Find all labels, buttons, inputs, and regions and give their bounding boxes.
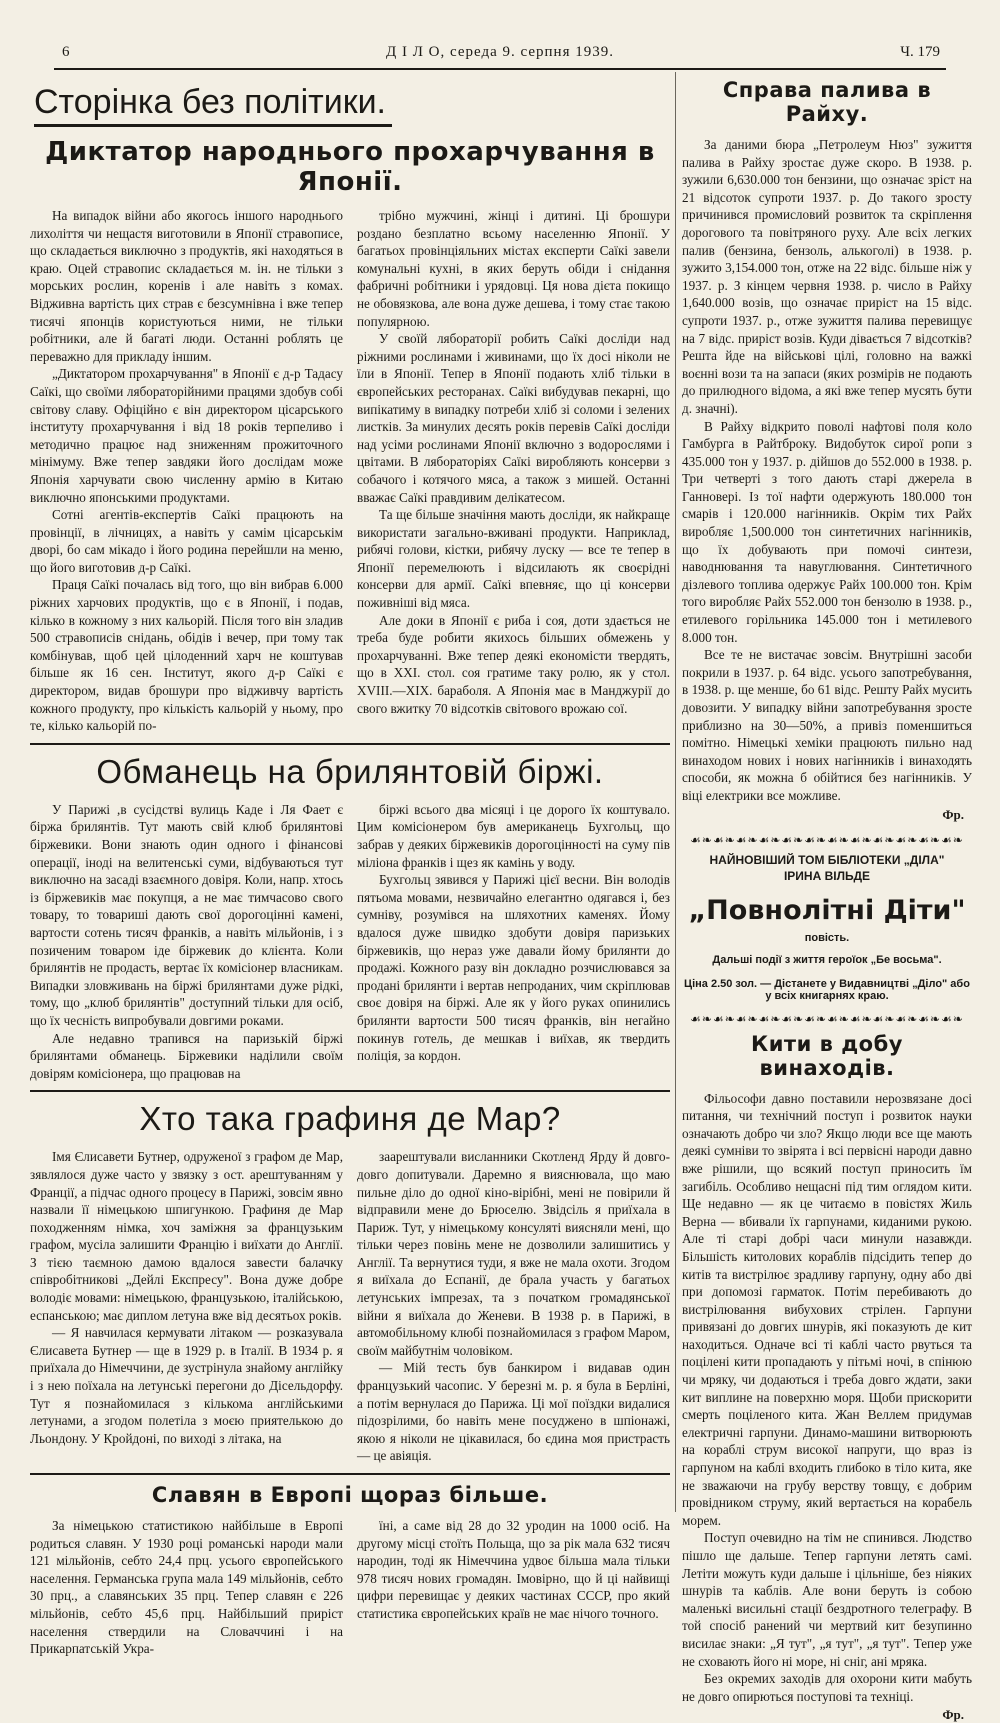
paragraph: Імя Єлисавети Бутнер, одруженої з графом де Мар, зявлялося дуже часто у звязку з ост. арештуванням у Франції, а підчас одного процесу в Парижі, зовсім явно назвали її німецькою шпигункою. Графиня де Мар походженням німка, хоч заміжня за французьким графом, мусіла залишити Францію і виїхати до Англії. З тією таємною дамою вдалося завести балачку співробітникові „Дейлі Експресу". Вона дуже добре володіє мовами: німецькою, французькою, італійською, еспанською; має диплом летуна вже від десятьох років. bbox=[30, 1149, 343, 1323]
paragraph: їні, а саме від 28 до 32 уродин на 1000 осіб. На другому місці стоїть Польща, що за рік мала 632 тисяч народин, тоді як Німеччина удвоє більша мала тільки 978 тисяч нових громадян. Імовірно, що й ці найвищі цифри перевищає у деяких частинах СССР, про який статистика європейських країв не має нічого точного. bbox=[357, 1518, 670, 1621]
article-diamond-body bbox=[30, 801, 670, 1083]
paragraph: На випадок війни або якогось іншого народнього лихоліття чи нещастя виготовили в Японії стравописе, що складається виключно з продуктів, які находяться в краю. Оцей стравопис складається м. ін. не тільки з морських рослин, коренів і але навіть з комах. Відживна вартість цих страв є безсумнівна і вже тепер тисячі японців користуються ними, не тільки робітники, але й багаті люди. Останні роблять це переважно для прикладу іншим. bbox=[30, 208, 343, 364]
paragraph: За німецькою статистикою найбільше в Европі родиться славян. У 1930 році романські народи мали 121 мільйонів, себто 24,4 прц. усього європейського населення. Германська група мала 149 мільйонів, себто 30 прц., а славянських 35 прц. Тепер славян є 226 мільйонів, себто 45,6 прц. Найбільший приріст населення ствердили на Словаччині і на Прикарпатській Укра- bbox=[30, 1518, 343, 1657]
article-slavs-col1 bbox=[30, 1517, 343, 1658]
ornament-border-top: ☙❧☙❧☙❧☙❧☙❧☙❧☙❧☙❧☙❧☙❧☙❧☙❧ bbox=[690, 832, 964, 847]
paragraph: За даними бюра „Петролеум Нюз" зужиття палива в Райху зростає дуже скоро. В 1938. р. зужили 6,630.000 тон бензини, що означає зріст на 21 відсоток супроти 1937. р. До такого зросту причинився промисловий розвиток та скріплення дорогового та повітряного руху. Але всіх легких палив (бензина, бензоль, алькоголі) в 1938. р. зужито 3,154.000 тон, отже на 22 відс. більше ніж у 1937. р. З кінцем червня 1938. р. число в Райху 1,640.000 возів, що означає приріст на 15 відс. супроти 1937. р., отже зужиття палива перевищує на 7 відс. приріст возів. Куди дівається 7 відсотків? Решта йде на військові цілі, головно на важкі воєнні вози та на запаси (яких розмірів не подають до прилюдного відома, а які вже тепер мусять бути д. значні). bbox=[682, 137, 972, 416]
paragraph: трібно мужчині, жінці і дитині. Ці брошури роздано безплатно всьому населенню Японії. У багатьох провінціяльних містах експерти Саїкі завели комунальні кухні, в яких беруть обіди і снідання фабричні робітники і урядовці. Ця нова дієта покищо не обовязкова, але вона дуже дешева, і тому стає такою популярною. bbox=[357, 208, 670, 329]
article-countess-col2 bbox=[357, 1148, 670, 1465]
ad-subtitle: повість. bbox=[804, 931, 850, 944]
article-title-whales: Кити в добу винаходів. bbox=[751, 1031, 903, 1080]
ad-line: у всіх книгарнях краю. bbox=[765, 989, 889, 1002]
article-diamond-col2 bbox=[357, 801, 670, 1083]
article-japan-col1 bbox=[30, 207, 343, 735]
paragraph: — Мій тесть був банкиром і видавав один французький часопис. У березні м. р. я була в Берліні, а потім вернулася до Парижа. Ці мої поїздки видалися підозрілими, бо навіть мене посуджено в шпіонажі, якою я ніколи не цікавилася, бо єдина моя пристрасть — це авіяція. bbox=[357, 1360, 670, 1464]
ad-line: Дальші події з життя героїок „Бе восьма". bbox=[712, 953, 942, 966]
article-countess-col1 bbox=[30, 1148, 343, 1465]
article-japan-col2 bbox=[357, 207, 670, 735]
left-section bbox=[30, 72, 670, 1658]
article-title-japan: Диктатор народнього прохарчування в Японії. bbox=[45, 137, 655, 197]
separator bbox=[30, 743, 670, 745]
ad-price: Ціна 2.50 зол. — Дістанете у Видавництві „Діло" або bbox=[684, 977, 970, 990]
paragraph: Праця Саїкі почалась від того, що він вибрав 6.000 ріжних харчових продуктів, що є в Японії, і подав, кілько в кожному з них кальорій. Після того він зладив 500 стравописів снідань, обідів і вечер, при тому так комбінував, щоб цей цілоденний харч не коштував більше як 16 сен. Інститут, якого д-р Саїкі є директором, видав брошури про відживчу вартість кожного продукту, про кількість кальорій у ньому, про те, кілько кальорій по- bbox=[30, 577, 343, 734]
paragraph: В Райху відкрито поволі нафтові поля коло Гамбурга в Райтброку. Видобуток сирої ропи з 435.000 тон у 1937. р. дійшов до 552.000 в 1938. р. Три четверті з того дають старі джерела в Ганновері. Із тої нафти одержують 180.000 тон смарів і 120.000 нагінників. Окрім тих Райх виробляє 1,500.000 тон синтетичних нагінників, що їх добувають при помочі синтези, наводнювання та навуглювання. Синтетичного дізлевого топлива одержує Райх 100.000 тон. Крім того виробляє Райх 552.000 тон бензолю в 1938. р., етилевого горільника 145.000 тон і метилевого 8.000 тон. bbox=[682, 418, 972, 645]
author-signature: Фр. bbox=[942, 1707, 964, 1723]
paragraph: — Я навчилася кермувати літаком — розказувала Єлисавета Бутнер — ще в 1929 р. в Італії. В 1934 р. я приїхала до Німеччини, де зустрінула знайому англійку і з нею поїхала на летунські перегони до Дісельдорфу. Тут я познайомилася з кількома англійськими летунами, а згодом полетіла з моєю приятелькою до Льондону. У Кройдоні, по виході з літака, на bbox=[30, 1325, 343, 1446]
ad-author: ІРИНА ВІЛЬДЕ bbox=[783, 868, 871, 883]
masthead: Д І Л О, середа 9. серпня 1939. bbox=[386, 44, 614, 60]
paragraph: Все те не вистачає зовсім. Внутрішні засоби покрили в 1937. р. 64 відс. усього запотребування, в 1938. р. ще менше, бо 61 відс. Решту Райх мусить довозити. У випадку війни запотребування зросте приблизно на 30—50%, а привіз поменшиться помітно. Німецькі хеміки працюють пильно над винаходом нових і нових нагінників і винаходять способи, як можна б обійтися без нагінників. У віці електрики все можливе. bbox=[682, 647, 972, 803]
paragraph: заарештували висланники Скотленд Ярду й довго-довго допитували. Даремно я вияснювала, що маю пильне діло до одної кіно-вірібні, мені не повірили й відправили мене до Брюселю. Звідсіль я приїхала в Париж. Тут, у німецькому консуляті виясняли мені, що тільки через повінь мене не дозволили залишитись у Англії. Та вернутися туди, я вже не мала охоти. Згодом я виїхала до Еспанії, де брала участь у багатьох летунських імпрезах, та з початком громадянської війни я виїхала до Женеви. В 1938 р. в Парижі, в автомобільному клюбі познайомилася з графом Маром, своїм майбутнім чоловіком. bbox=[357, 1149, 671, 1358]
paragraph: Сотні агентів-експертів Саїкі працюють на провінції, в лічницях, а навіть у самім цісарськім дворі, бо сам мікадо і його родина перейшли на меню, що його виготовив д-р Саїкі. bbox=[30, 507, 343, 575]
paragraph: „Диктатором прохарчування" в Японії є д-р Тадасу Саїкі, що своїми лябораторійними працями здобув собі світову славу. Офіційно є він директором цісарського інституту прохарчування і від 18 років терпеливо і методично працює над зниженням прожиточного мінімуму. Вже тепер завдяки його дослідам може Японія харчувати свою численну армію в Китаю виключно японськими продуктами. bbox=[30, 366, 343, 505]
separator bbox=[30, 1090, 670, 1092]
article-title-diamond: Обманець на брилянтовій біржі. bbox=[96, 752, 604, 790]
article-title-fuel: Справа палива в Райху. bbox=[722, 78, 932, 126]
paragraph: Поступ очевидно на тім не спинився. Людство пішло ще дальше. Тепер гарпуни летять самі. Летіти можуть куди дальше і цільніше, без ніяких шнурів та каблів. Але вони беруть із собою маленькі висильні стації бездротного телеграфу. В той спосіб ранений чи мертвий кит безупинно висилає знаки: „Я тут", „я тут", „я тут". Тепер уже не сховають його ні море, ні сніг, ані мряка. bbox=[682, 1530, 972, 1669]
separator bbox=[30, 1473, 670, 1475]
paragraph: біржі всього два місяці і це дорого їх коштувало. Цим комісіонером був американець Бухгольц, що забрав у деяких біржевиків дорогоцінності на суму пів міліона франків і щез як камінь у воду. bbox=[357, 801, 670, 870]
paragraph: Без окремих заходів для охорони кити мабуть не довго опирються поступові та техніці. bbox=[682, 1671, 972, 1704]
ornament-border-bottom: ☙❧☙❧☙❧☙❧☙❧☙❧☙❧☙❧☙❧☙❧☙❧☙❧ bbox=[690, 1011, 964, 1026]
article-title-slavs: Славян в Европі щораз більше. bbox=[151, 1483, 549, 1507]
article-slavs-col2 bbox=[357, 1517, 670, 1658]
right-section bbox=[682, 72, 972, 1723]
article-japan-body bbox=[30, 207, 670, 735]
ad-book-title: „Повнолітні Діти" bbox=[688, 894, 966, 926]
ad-line: НАЙНОВІШИЙ ТОМ БІБЛІОТЕКИ „ДІЛА" bbox=[709, 852, 945, 867]
paragraph: Фільософи давно поставили нерозвязане досі питання, чи технічний поступ і розвиток науки означають добро чи зло? Якщо люди все ще мають деякі сумніви то звірята і всі первісні народи давно вже рішили, що всякий поступ приносить їм загибіль. Особливо нещасні під тим оглядом кити. Ще недавно — як це читаємо в повістях Жиль Верна — вбивали їх гарпунами, киданими рукою. Але ті старі добрі часи минули назавжди. Більшість китолових кораблів підсідить тепер до китів та вистрілює зрадливу гарпуну, одну або дві при допомозі гарматок. Потім перебивають до вистрілювання вибухових стрілен. Гарпуни привязані до довгих шнурів, які показують де кит находиться. Одначе всі ті каблі часто рвуться та поцілені кити пропадають у пітьмі ночі, в спінюю чи мряку, чи додаються і треба довго ждати, заки кит виплине на поверхню моря. Щоби прискорити смерть поціленого кита. Жан Веллем придумав електричні гарпуни. Динамо-машини витворюють на кораблі струм високої напруги, що враз із гарпуном на каблі входить глибоко в тіло кита, яке не зважаючи на грубу верству товщу, є добрим провідником струму, який вертається на корабель морем. bbox=[682, 1090, 972, 1528]
page-header bbox=[54, 40, 946, 70]
article-title-countess: Хто така графиня де Мар? bbox=[139, 1100, 561, 1138]
paragraph: Але недавно трапився на паризькій біржі брилянтами обманець. Біржевики наділили своїм довірям комісіонера, що працював на bbox=[30, 1030, 343, 1081]
issue-number: Ч. 179 bbox=[900, 44, 940, 60]
paragraph: Бухгольц зявився у Парижі цієї весни. Він володів пятьома мовами, незвичайно елегантно одягався і, без сумніву, розумівся на шляхотних каменях. Йому вдалося дуже швидко здобути довіря паризьких біржевиків, що нераз уже давали йому брилянти до продажі. Кожного разу він докладно розчислювався за продані брилянти і вертав непроданих, чим скріплював своє довіря на біржі. Але як у його руках опинились брилянти вартости 500 тисяч франків, він негайно покинув готель, де мешкав і виїхав, як твердить поліція, за кордон. bbox=[357, 872, 670, 1064]
paragraph: Але доки в Японії є риба і соя, доти здається не треба буде робити якихось більших обмежень у прохарчуванні. Вже тепер деякі економісти твердять, що в XXI. стол. соя гратиме таку ролю, як у стол. XVIII.—XIX. бараболя. А Японія має в Манджурії до свого вжитку 70 відсотків світового врожаю сої. bbox=[357, 612, 670, 716]
paragraph: Та ще більше значіння мають досліди, як найкраще використати загально-вживані продукти. Наприклад, рибячі голови, кістки, рибячу луску — все те тепер в Японії перемелюють і відсилають як своєрідні консерви для армії. Саїкі впевняє, що ці консерви поживніші від мяса. bbox=[357, 507, 670, 611]
book-advertisement bbox=[682, 853, 972, 1002]
section-title: Сторінка без політики. bbox=[34, 80, 392, 127]
author-signature: Фр. bbox=[942, 806, 964, 822]
article-diamond-col1 bbox=[30, 801, 343, 1083]
page-number: 6 bbox=[62, 44, 70, 60]
column-divider bbox=[675, 72, 676, 1512]
paragraph: У своїй лябораторії робить Саїкі досліди над ріжними рослинами і живинами, що їх досі ніколи не їли в Японії. Тепер в Японії подають хліб тільки в європейських ресторанах. Саїкі вибудував пекарні, що випікатиму в випадку потреби хліб зі соломи і зелених листків. За минулих десять років перевів Саїкі досліди над усіми рослинами Японії включно з водорослями і цвітами. В лябораторіях Саїкі виробляють консерви з собачого і котячого мяса, а також з мишей. Останні вважає Саїкі правдивим делікатесом. bbox=[357, 331, 670, 505]
article-countess-body bbox=[30, 1148, 670, 1465]
article-slavs-body bbox=[30, 1517, 670, 1658]
paragraph: У Парижі ,в сусідстві вулиць Каде і Ля Фает є біржа брилянтів. Тут мають свій клюб брилянтові біржевики. Вони знають один одного і фінансові операції, іноді на велитенські суми, відбуваються тут виключно на засаді взаємного довіря. Коли, напр. хтось із біржевиків має покупця, а не має тимчасово свого товару, то товариші дають свої дорогоцінні камені, вартости сотень тисяч франків, а навіть мільйонів, і з позиченим товаром іде біржевик до клієнта. Коли брилянтів не продасть, вертає їх комісіонер власникам. Випадки зловживань на біржі брилянтами дуже рідкі, тому, що „клюб брилянтів" доступний тільки для осіб, що їх чесність випробували довгими роками. bbox=[30, 801, 343, 1028]
